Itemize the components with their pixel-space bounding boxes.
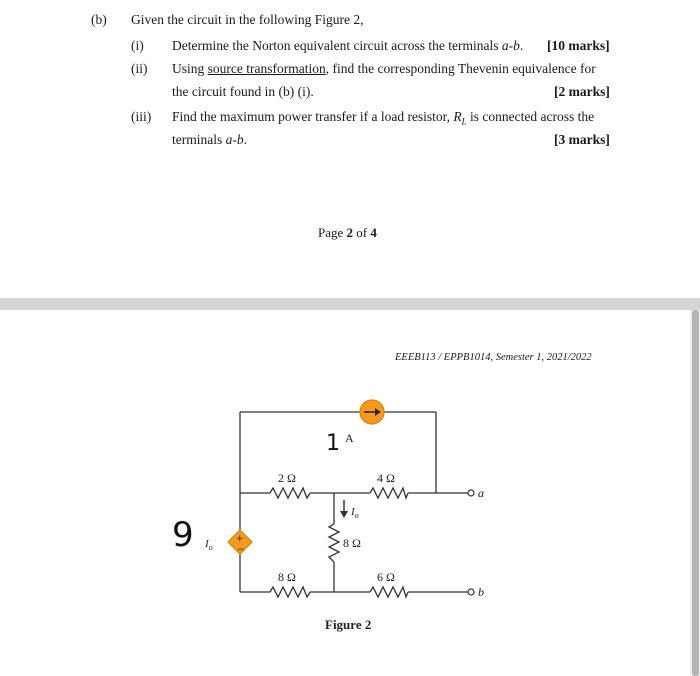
course-header: EEEB113 / EPPB1014, Semester 1, 2021/2022 bbox=[395, 352, 592, 363]
label-4-ohm: 4 Ω bbox=[377, 471, 395, 485]
resistor-4-ohm bbox=[370, 488, 408, 498]
part-i-marks: [10 marks] bbox=[547, 38, 610, 53]
page-3-top-section bbox=[0, 310, 700, 676]
current-direction-arrow bbox=[340, 500, 348, 518]
terminal-a-label: a bbox=[478, 486, 484, 500]
resistor-8-ohm-bottom bbox=[270, 587, 310, 597]
scrollbar-thumb[interactable] bbox=[692, 310, 699, 676]
question-stem: Given the circuit in the following Figure 2, bbox=[131, 12, 364, 27]
question-label: (b) bbox=[91, 12, 107, 27]
terminal-a-node bbox=[468, 490, 474, 496]
figure-caption: Figure 2 bbox=[325, 617, 372, 632]
circuit-figure-2 bbox=[0, 310, 700, 676]
source-unit-label: A bbox=[345, 431, 354, 445]
label-8-ohm-middle: 8 Ω bbox=[343, 536, 361, 550]
part-ii-number: (ii) bbox=[131, 61, 148, 76]
handwritten-dep-coeff: 9 bbox=[172, 515, 194, 555]
resistor-6-ohm bbox=[370, 587, 408, 597]
page-2-bottom-section bbox=[0, 0, 700, 298]
part-iii-marks: [3 marks] bbox=[554, 132, 610, 147]
current-label: $I_o$ bbox=[351, 506, 359, 520]
part-i-number: (i) bbox=[131, 38, 144, 53]
part-ii-text-line1: Using source transformation, find the corresponding Thevenin equivalence for bbox=[172, 61, 596, 76]
terminal-b-node bbox=[468, 589, 474, 595]
part-ii-marks: [2 marks] bbox=[554, 84, 610, 99]
part-i-text: Determine the Norton equivalent circuit across the terminals a-b. bbox=[172, 38, 524, 53]
resistor-8-ohm-middle bbox=[329, 524, 339, 562]
part-iii-number: (iii) bbox=[131, 109, 152, 124]
handwritten-source-value: 1 bbox=[326, 431, 340, 456]
terminal-b-label: b bbox=[478, 585, 484, 599]
page-number: Page 2 of 4 bbox=[318, 225, 377, 240]
label-6-ohm: 6 Ω bbox=[377, 570, 395, 584]
part-iii-text-line1: Find the maximum power transfer if a load resistor, $R_L$ is connected across the bbox=[172, 109, 595, 127]
part-ii-text-line2: the circuit found in (b) (i). bbox=[172, 84, 314, 99]
dep-source-plus: + bbox=[236, 534, 244, 544]
resistor-2-ohm bbox=[270, 488, 310, 498]
part-iii-text-line2: terminals a-b. bbox=[172, 132, 247, 147]
circuit-wires bbox=[240, 412, 468, 592]
page-separator bbox=[0, 298, 700, 310]
label-8-ohm-bottom: 8 Ω bbox=[278, 570, 296, 584]
label-2-ohm: 2 Ω bbox=[278, 471, 296, 485]
dep-source-minus: − bbox=[237, 545, 245, 555]
dep-source-label: $I_o$ bbox=[205, 538, 213, 552]
